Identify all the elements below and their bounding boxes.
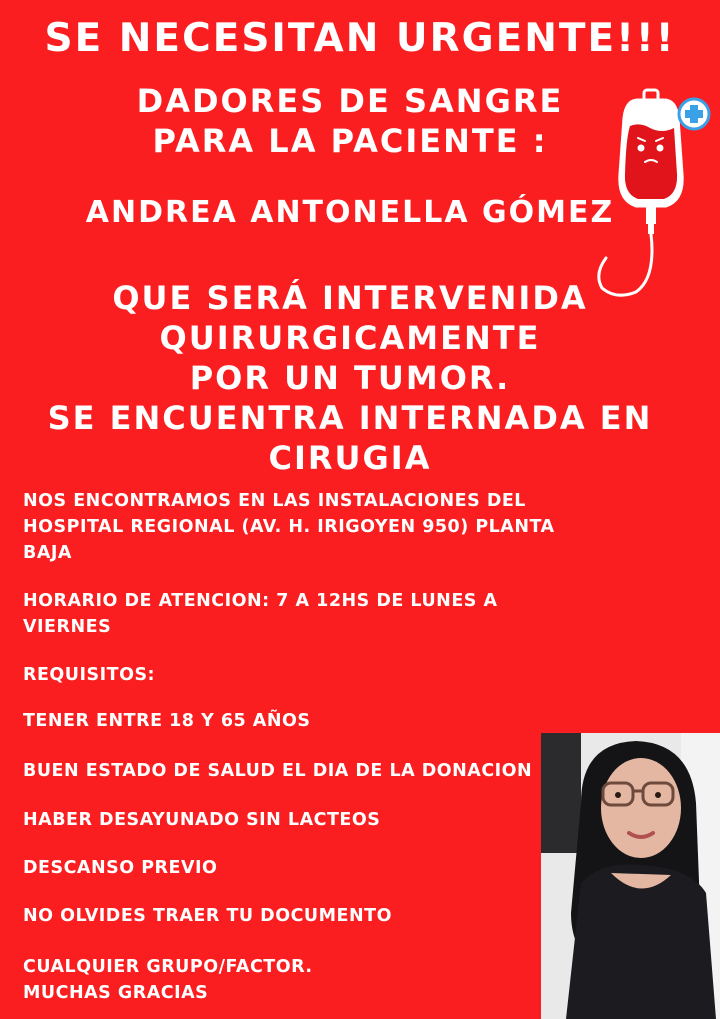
requirement-health: BUEN ESTADO DE SALUD EL DIA DE LA DONACION [23,761,533,781]
requirements-title: REQUISITOS: [23,665,156,685]
location-line-1: NOS ENCONTRAMOS EN LAS INSTALACIONES DEL [23,491,526,511]
closing-note [23,954,313,1006]
hours-line-1: HORARIO DE ATENCION: 7 A 12HS DE LUNES A [23,591,498,611]
requirement-breakfast: HABER DESAYUNADO SIN LACTEOS [23,810,381,830]
closing-line-2: MUCHAS GRACIAS [23,983,209,1003]
surgery-notice [0,278,700,478]
closing-line-1: CUALQUIER GRUPO/FACTOR. [23,957,313,977]
location-info [23,488,555,566]
patient-photo [541,733,720,1019]
requirement-rest: DESCANSO PREVIO [23,858,218,878]
donors-line-2: PARA LA PACIENTE : [152,122,548,160]
location-line-2: HOSPITAL REGIONAL (AV. H. IRIGOYEN 950) PLANTA [23,517,555,537]
surgery-line-1: QUE SERÁ INTERVENIDA [112,279,588,317]
location-line-3: BAJA [23,543,72,563]
donors-line-1: DADORES DE SANGRE [136,82,564,120]
requirement-document: NO OLVIDES TRAER TU DOCUMENTO [23,906,392,926]
requirement-age: TENER ENTRE 18 Y 65 AÑOS [23,711,311,731]
hours-info [23,588,498,640]
donors-heading [20,81,680,161]
surgery-line-2: QUIRURGICAMENTE [159,319,541,357]
medical-plus-icon [679,99,709,129]
patient-name: ANDREA ANTONELLA GÓMEZ [85,195,615,230]
blood-bag-icon [596,78,720,303]
surgery-line-5: CIRUGIA [268,439,432,477]
surgery-line-4: SE ENCUENTRA INTERNADA EN [47,399,653,437]
hours-line-2: VIERNES [23,617,112,637]
headline: SE NECESITAN URGENTE!!! [44,16,676,61]
surgery-line-3: POR UN TUMOR. [189,359,511,397]
